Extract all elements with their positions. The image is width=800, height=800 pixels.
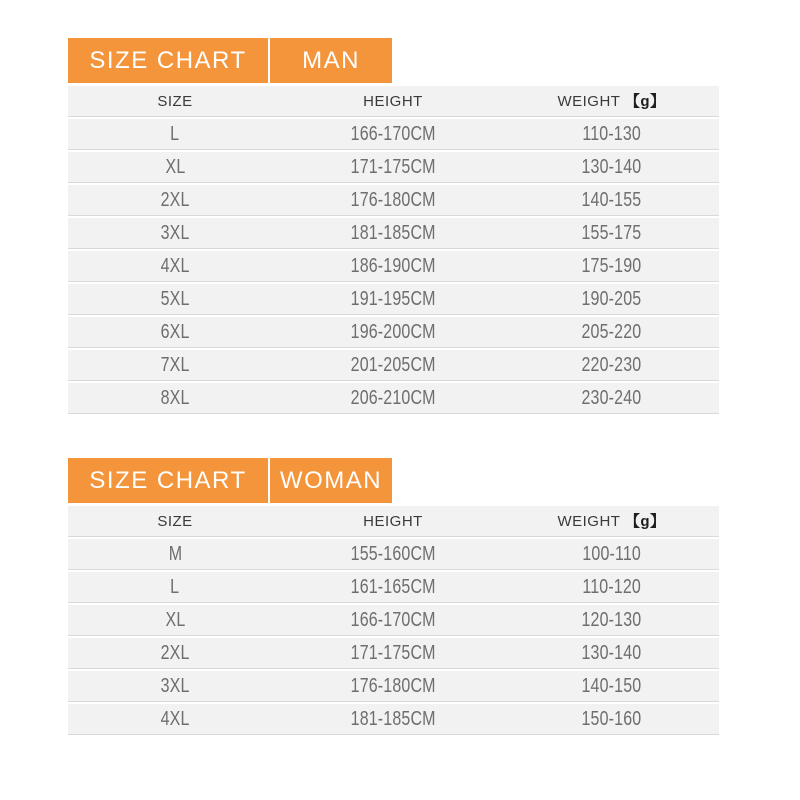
size-cell: [68, 572, 282, 602]
height-value: 201-205CM: [350, 354, 436, 376]
size-value: 2XL: [160, 189, 190, 211]
height-cell: [284, 119, 502, 149]
size-column-header: [68, 86, 282, 116]
category-text: WOMAN: [279, 466, 383, 494]
weight-value: 130-140: [581, 642, 642, 664]
height-value: 171-175CM: [350, 642, 436, 664]
height-value: 186-190CM: [350, 255, 436, 277]
weight-value: 110-130: [582, 123, 641, 145]
height-header-text: HEIGHT: [363, 513, 423, 530]
weight-cell: [504, 605, 719, 635]
size-cell: [68, 119, 282, 149]
size-chart-banner-title: [68, 458, 268, 503]
size-cell: [68, 704, 282, 734]
weight-cell: [504, 185, 719, 215]
table-row: [68, 251, 719, 282]
table-row: [68, 284, 719, 315]
height-value: 171-175CM: [350, 156, 436, 178]
height-value: 181-185CM: [350, 708, 436, 730]
woman-category-badge: [270, 458, 392, 503]
weight-value: 230-240: [581, 387, 642, 409]
height-value: 166-170CM: [350, 123, 436, 145]
weight-value: 150-160: [581, 708, 642, 730]
weight-cell: [504, 383, 719, 413]
height-cell: [284, 284, 502, 314]
weight-value: 140-150: [581, 675, 642, 697]
weight-value: 220-230: [581, 354, 642, 376]
man-table-rows: [68, 119, 719, 414]
size-value: 2XL: [160, 642, 190, 664]
height-cell: [284, 539, 502, 569]
height-value: 191-195CM: [350, 288, 436, 310]
height-cell: [284, 638, 502, 668]
weight-cell: [504, 152, 719, 182]
woman-table-rows: [68, 539, 719, 735]
table-row: [68, 218, 719, 249]
woman-table-header-row: [68, 506, 719, 537]
weight-unit-text: 【g】: [624, 93, 666, 110]
table-row: [68, 539, 719, 570]
table-row: [68, 317, 719, 348]
table-row: [68, 671, 719, 702]
table-row: [68, 572, 719, 603]
height-value: 176-180CM: [350, 675, 436, 697]
category-text: MAN: [302, 46, 360, 74]
size-chart-banner-title: [68, 38, 268, 83]
weight-unit-text: 【g】: [624, 513, 666, 530]
woman-banner: [68, 458, 719, 503]
height-value: 161-165CM: [350, 576, 436, 598]
size-value: XL: [165, 609, 185, 631]
banner-title-text: SIZE CHART: [89, 466, 247, 494]
weight-column-header: [504, 506, 719, 536]
size-value: 4XL: [160, 255, 190, 277]
weight-value: 140-155: [581, 189, 642, 211]
man-size-section: [68, 38, 719, 414]
table-row: [68, 383, 719, 414]
height-value: 166-170CM: [350, 609, 436, 631]
height-value: 176-180CM: [350, 189, 436, 211]
table-row: [68, 119, 719, 150]
size-value: XL: [165, 156, 185, 178]
height-value: 206-210CM: [350, 387, 436, 409]
size-value: M: [168, 543, 182, 565]
size-cell: [68, 383, 282, 413]
woman-size-section: [68, 458, 719, 735]
size-cell: [68, 539, 282, 569]
size-cell: [68, 152, 282, 182]
height-cell: [284, 605, 502, 635]
size-cell: [68, 185, 282, 215]
size-value: 6XL: [160, 321, 190, 343]
table-row: [68, 605, 719, 636]
size-value: 3XL: [160, 675, 190, 697]
height-cell: [284, 317, 502, 347]
table-row: [68, 185, 719, 216]
weight-value: 155-175: [581, 222, 642, 244]
size-value: 7XL: [160, 354, 190, 376]
height-cell: [284, 383, 502, 413]
height-cell: [284, 572, 502, 602]
height-cell: [284, 671, 502, 701]
height-value: 181-185CM: [350, 222, 436, 244]
man-size-table: [68, 86, 719, 414]
size-value: 3XL: [160, 222, 190, 244]
size-cell: [68, 218, 282, 248]
size-header-text: SIZE: [157, 513, 193, 530]
height-header-text: HEIGHT: [363, 93, 423, 110]
weight-cell: [504, 317, 719, 347]
size-cell: [68, 251, 282, 281]
man-category-badge: [270, 38, 392, 83]
height-cell: [284, 218, 502, 248]
weight-value: 175-190: [581, 255, 642, 277]
size-column-header: [68, 506, 282, 536]
size-cell: [68, 317, 282, 347]
height-column-header: [284, 86, 502, 116]
weight-cell: [504, 284, 719, 314]
weight-value: 120-130: [581, 609, 642, 631]
man-table-header-row: [68, 86, 719, 117]
weight-header-text: WEIGHT: [557, 93, 621, 110]
size-cell: [68, 284, 282, 314]
height-value: 196-200CM: [350, 321, 436, 343]
weight-cell: [504, 671, 719, 701]
height-value: 155-160CM: [350, 543, 436, 565]
weight-value: 110-120: [582, 576, 641, 598]
weight-cell: [504, 119, 719, 149]
size-value: L: [170, 576, 180, 598]
weight-value: 100-110: [582, 543, 641, 565]
height-column-header: [284, 506, 502, 536]
weight-cell: [504, 218, 719, 248]
size-value: 8XL: [160, 387, 190, 409]
weight-value: 130-140: [581, 156, 642, 178]
table-row: [68, 350, 719, 381]
size-header-text: SIZE: [157, 93, 193, 110]
weight-cell: [504, 638, 719, 668]
size-cell: [68, 671, 282, 701]
height-cell: [284, 251, 502, 281]
table-row: [68, 704, 719, 735]
size-value: 4XL: [160, 708, 190, 730]
banner-title-text: SIZE CHART: [89, 46, 247, 74]
man-banner: [68, 38, 719, 83]
height-cell: [284, 704, 502, 734]
table-row: [68, 638, 719, 669]
size-value: L: [170, 123, 180, 145]
height-cell: [284, 152, 502, 182]
weight-cell: [504, 350, 719, 380]
weight-column-header: [504, 86, 719, 116]
weight-cell: [504, 539, 719, 569]
weight-cell: [504, 572, 719, 602]
weight-header-text: WEIGHT: [557, 513, 621, 530]
size-cell: [68, 605, 282, 635]
weight-cell: [504, 704, 719, 734]
woman-size-table: [68, 506, 719, 735]
weight-value: 190-205: [581, 288, 642, 310]
weight-value: 205-220: [581, 321, 642, 343]
size-cell: [68, 638, 282, 668]
size-value: 5XL: [160, 288, 190, 310]
height-cell: [284, 350, 502, 380]
table-row: [68, 152, 719, 183]
size-cell: [68, 350, 282, 380]
weight-cell: [504, 251, 719, 281]
height-cell: [284, 185, 502, 215]
